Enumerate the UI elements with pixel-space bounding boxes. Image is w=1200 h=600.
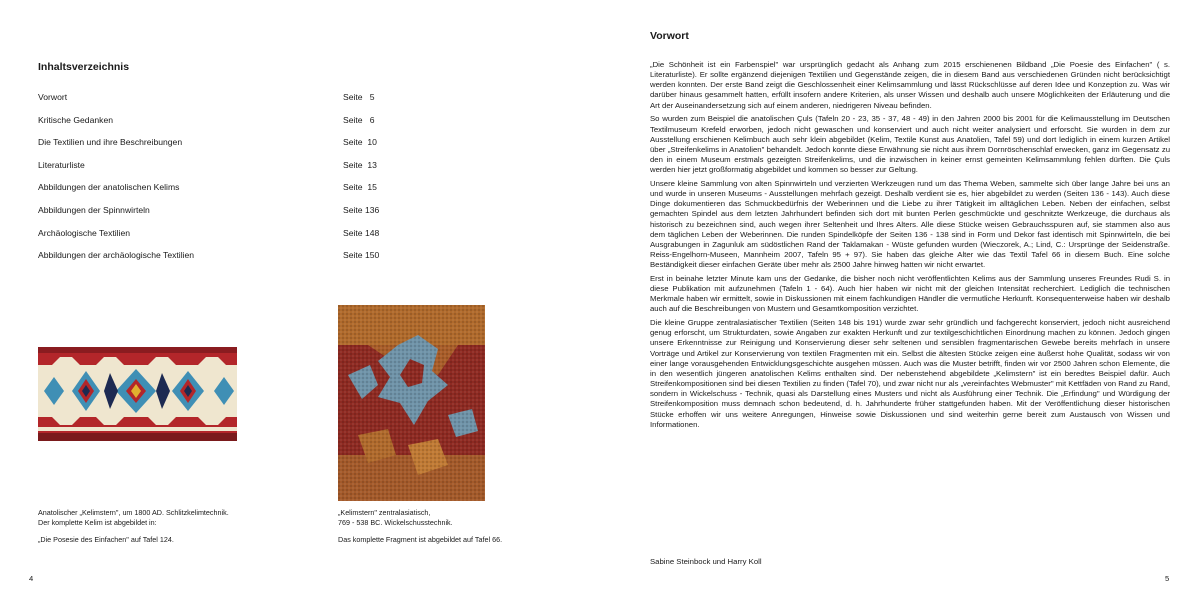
- caption-line: Anatolischer „Kelimstern", um 1800 AD. Schlitzkelimtechnik.: [38, 508, 229, 517]
- preface-title: Vorwort: [650, 30, 689, 42]
- caption-line: Das komplette Fragment ist abgebildet auf Tafel 66.: [338, 535, 503, 545]
- toc-label: Literaturliste: [38, 159, 85, 170]
- paragraph: So wurden zum Beispiel die anatolischen Çuls (Tafeln 20 - 23, 35 - 37, 48 - 49) in den Jahren 2000 bis 2001 für die Kelimausstellung im Deutschen Textilmuseum Krefeld erworben, jedoch nicht gewaschen und konserviert und auch nicht weiter analysiert und erforscht. Sie wurden in dem zur Ausstellung erschienen Kelimbuch auch sehr klein abgebildet (Kelim, Textile Kunst aus Anatolien, Tafel 59) und dort lediglich in einem kurzen Artikel über „Streifenkelims in Anatolien" behandelt. Jedoch konnte diese Erwähnung sie nicht aus ihrem Dornröschenschlaf erwecken, ganz im Gegensatz zu den in einem Museum erstmals gezeigten Streifenkelims, und die inzwischen in keiner ernst gemeinten Kelimsammlung fehlen dürften. Die Çuls werden hier jetzt großformatig abgebildet und kommen so besser zur Geltung.: [650, 114, 1170, 175]
- caption-anatolian-kelim: [38, 508, 298, 546]
- toc-label: Abbildungen der Spinnwirteln: [38, 204, 150, 215]
- caption-line: „Kelimstern" zentralasiatisch,: [338, 508, 431, 517]
- toc-row: [38, 250, 383, 273]
- toc-row: [38, 228, 383, 251]
- anatolian-kelim-photo: [38, 347, 237, 441]
- toc-page: Seite 10: [343, 137, 377, 148]
- toc-row: [38, 205, 383, 228]
- paragraph: Die kleine Gruppe zentralasiatischer Textilien (Seiten 148 bis 191) wurde zwar sehr gründlich und fachgerecht konserviert, jedoch nicht ausreichend genug erforscht, um Strukturdaten, sowie Angaben zur exakten Herkunft und zur textilgeschichtlichen Einordnung machen zu können. Jedoch gingen unsere Erkenntnisse zur Reinigung und Konservierung dieser sehr seltenen und sensiblen fragmentarischen Gewebe bereits mehrfach in unsere Vorträge und Artikel zur Konservierung von textilen Fragmenten mit ein. Selbst die ältesten Stücke zeigen eine äußerst hohe Qualität, sodass wir von einer lange vorausgehenden Entwicklungsgeschichte ausgehen müssen. Auch was die Muster betrifft, finden wir vor 2500 Jahren schon Elemente, die in den wesentlich jüngeren anatolischen Kelims enthalten sind. Der nebenstehend abgebildete „Kelimstern" ist ein beredtes Beispiel dafür. Auch Streifenkompositionen sind bei diesen Textilien zu finden (Tafel 70), und zwar nicht nur als „vereinfachtes Webmuster" mit Kettfäden von Rand zu Rand, sondern in Wickelschuss - Technik, quasi als Darstellung eines Musters und nicht als Ausführung einer Technik. Die „Erfindung" und Würdigung der Streifenkomposition muss demnach schon bedeutend, d. h. Jahrhunderte früher stattgefunden haben. Mit der Veröffentlichung dieser historischen Stücke erhoffen wir uns weitere Anregungen, Hinweise sowie Diskussionen und sind weiterhin gerne bereit zum Austausch von Wissen und Informationen.: [650, 318, 1170, 429]
- toc-label: Kritische Gedanken: [38, 114, 113, 125]
- caption-line: „Die Posesie des Einfachen" auf Tafel 124.: [38, 535, 174, 545]
- toc-page: Seite 148: [343, 227, 380, 238]
- caption-line: Der komplette Kelim ist abgebildet in:: [38, 518, 157, 528]
- toc-page: Seite 136: [343, 204, 380, 215]
- paragraph: Unsere kleine Sammlung von alten Spinnwirteln und verzierten Werkzeugen rund um das Thema Weben, sammelte sich über lange Jahre bei uns an und wurde in unseren Museums - Ausstellungen mehrfach gezeigt. Deshalb verdient sie es, hier abgebildet zu werden (Seiten 136 - 143). Auch diese Dinge dokumentieren das Schmuckbedürfnis der Weberinnen und die Liebe zu ihrer Tätigkeit im alltäglichen Leben. Neben der einfachen, selbst gemachten Spindel aus dem letzten Jahrhundert befinden sich dort mit bunten Perlen geschmückte und geschnitzte Werkzeuge, die durchaus als historisch zu bezeichnen sind, auch wegen ihrer Seltenheit und Ihres Alters. Alle diese Stücke weisen Gebrauchsspuren auf, sie stammen also aus dem täglichen Leben der Weberinnen. Die runden Spindelköpfe der Seiten 136 - 138 sind in Form und Dekor fast identisch mit Spinnwirteln, die bei Ausgrabungen in Zagunluk am südöstlichen Rand der Taklamakan - Wüste gefunden wurden (Wieczorek, A.; Lind, C.: Ursprünge der Seidenstraße. Reiss-Engelhorn-Museen, Mannheim 2007, Tafeln 95 + 97). Sie haben das gleiche Alter wie das Textil Tafel 66 in diesem Buch. Eine solche Beständigkeit dieser einfachen Geräte über mehr als 2500 Jahre hinweg hatten wir nicht erwartet.: [650, 178, 1170, 270]
- paragraph: „Die Schönheit ist ein Farbenspiel" war ursprünglich gedacht als Anhang zum 2015 erschienenen Bildband „Die Poesie des Einfachen" ( s. Literaturliste). Er sollte ergänzend diejenigen Textilien und Gegenstände zeigen, die in diesem Band aus verschiedenen Gründen nicht berücksichtigt werden konnten. Der erste Band zeigt die Geschlossenheit einer Kelimsammlung und lässt Rückschlüsse auf deren Idee und Konzeption zu. Was wir darüber hinaus gesammelt hatten, erfüllt insofern andere Kriterien, als unser Wissen und deshalb auch unsere Möglichkeiten der Erläuterung und die Art der Auseinandersetzung sich auf einem anderen, niedrigeren Niveau befinden.: [650, 60, 1170, 110]
- table-of-contents: [38, 92, 383, 273]
- page-number-left: 4: [29, 574, 34, 583]
- central-asian-fragment-photo: [338, 305, 485, 501]
- toc-label: Abbildungen der archäologische Textilien: [38, 250, 195, 261]
- toc-label: Die Textilien und ihre Beschreibungen: [38, 137, 183, 148]
- toc-page: Seite 5: [343, 92, 375, 102]
- page-number-right: 5: [1165, 574, 1170, 583]
- caption-central-asian-fragment: [338, 508, 568, 546]
- signature: Sabine Steinbock und Harry Koll: [650, 557, 762, 566]
- toc-row: [38, 115, 383, 138]
- toc-row: [38, 92, 383, 115]
- caption-line: 769 - 538 BC. Wickelschusstechnik.: [338, 518, 453, 528]
- toc-label: Abbildungen der anatolischen Kelims: [38, 182, 180, 193]
- toc-title: Inhaltsverzeichnis: [38, 61, 130, 73]
- toc-page: Seite 15: [343, 182, 377, 193]
- paragraph: Erst in beinahe letzter Minute kam uns der Gedanke, die bisher noch nicht veröffentlichten Kelims aus der Sammlung unseres Freundes Rudi S. in diese Publikation mit aufzunehmen (Tafeln 1 - 64). Auch hier haben wir nicht mit der gleichen Intensität recherchiert. Lediglich die technischen Merkmale haben wir ermittelt, sowie in Diskussionen mit einem fachkundigen Händler die vermutliche Herkunft. Konsequenterweise haben wir deshalb auch auf die Beschreibungen von Mustern und Gesamtkomposition verzichtet.: [650, 273, 1170, 314]
- toc-row: [38, 182, 383, 205]
- toc-page: Seite 6: [343, 114, 375, 125]
- toc-label: Archäologische Textilien: [38, 227, 131, 238]
- toc-page: Seite 150: [343, 250, 380, 261]
- toc-page: Seite 13: [343, 159, 377, 170]
- preface-body: [650, 60, 1170, 433]
- toc-label: Vorwort: [38, 92, 68, 102]
- toc-row: [38, 160, 383, 183]
- toc-row: [38, 137, 383, 160]
